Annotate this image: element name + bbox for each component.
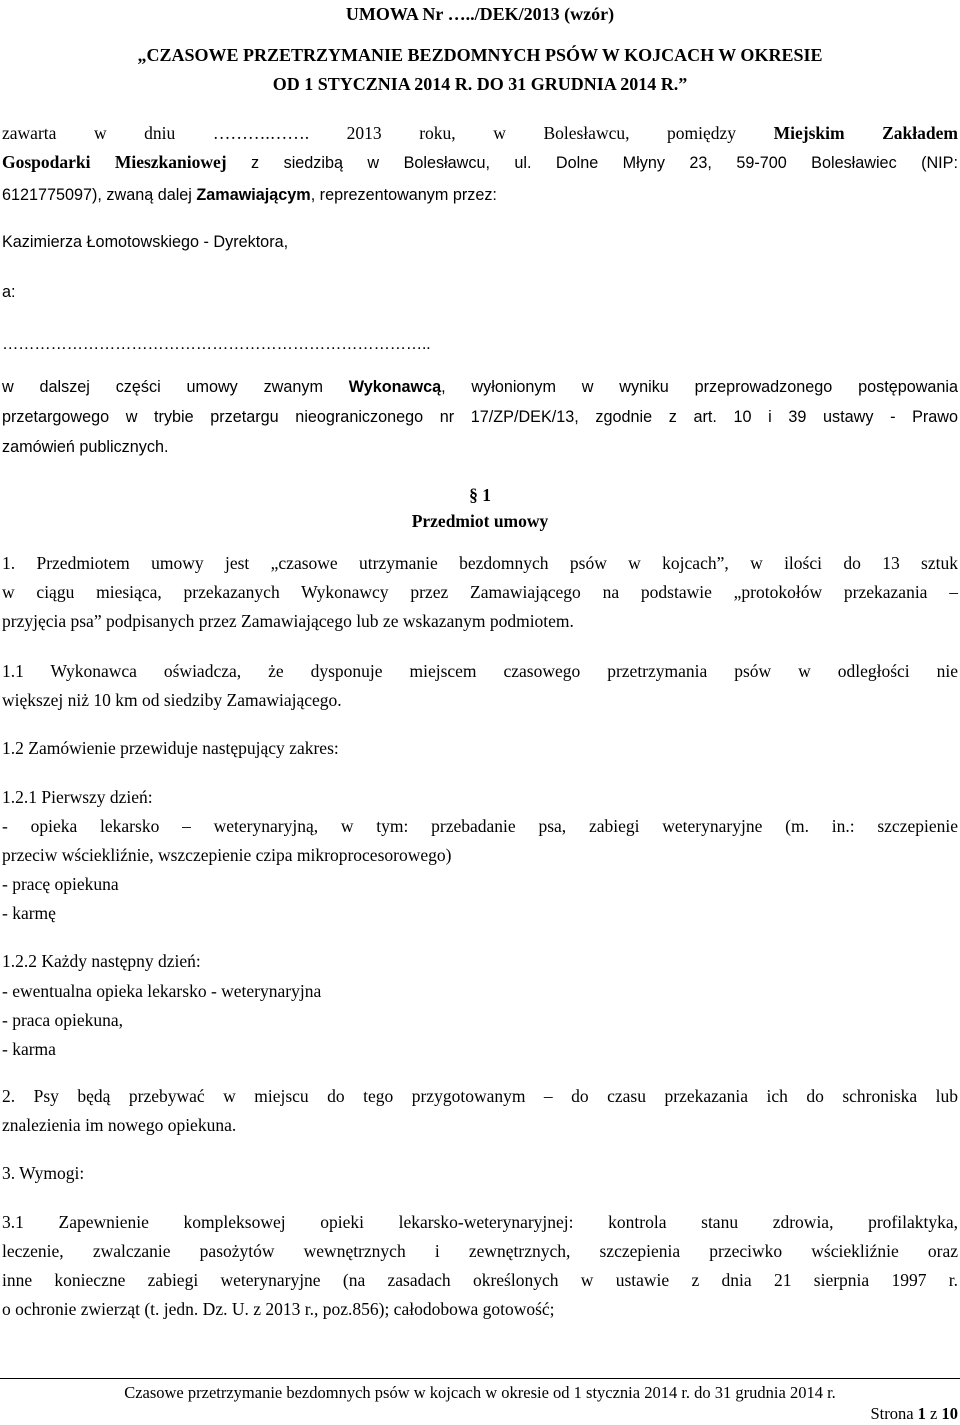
section-symbol: § 1	[469, 485, 491, 505]
document-subtitle-line2: OD 1 STYCZNIA 2014 R. DO 31 GRUDNIA 2014 R.”	[272, 74, 688, 94]
document-subtitle-line1: „CZASOWE PRZETRZYMANIE BEZDOMNYCH PSÓW W KOJCACH W OKRESIE	[137, 45, 823, 65]
parties-nip: 6121775097), zwaną dalej	[2, 186, 197, 204]
parties-text: zawarta w dniu ……….……. 2013 roku, w Bolesławcu, pomiędzy	[2, 123, 774, 143]
parties-line3	[2, 184, 958, 206]
contractor-label: Wykonawcą	[348, 378, 442, 396]
contractor-placeholder-dots: ……………………………………………………………………..	[2, 335, 431, 353]
parties-employer-name: Miejskim Zakładem	[773, 123, 958, 143]
paragraph-3-1-line1: 3.1 Zapewnienie kompleksowej opieki lekarsko-weterynaryjnej: kontrola stanu zdrowia, profilaktyka,	[2, 1212, 958, 1232]
paragraph-2-line2: znalezienia im nowego opiekuna.	[2, 1115, 237, 1135]
page-label: Strona	[870, 1404, 918, 1423]
list-item-3: - karmę	[2, 903, 56, 923]
section-heading: Przedmiot umowy	[411, 511, 549, 531]
list-item-1-line1: - opieka lekarsko – weterynaryjną, w tym: przebadanie psa, zabiegi weterynaryjne (m. in.: szczepienie	[2, 816, 958, 836]
paragraph-1-line1: 1. Przedmiotem umowy jest „czasowe utrzymanie bezdomnych psów w kojcach”, w ilości do 13 sztuk	[2, 553, 958, 573]
list-item-5: - praca opiekuna,	[2, 1010, 123, 1030]
page-total: 10	[941, 1404, 958, 1423]
paragraph-2-line1: 2. Psy będą przebywać w miejscu do tego przygotowanym – do czasu przekazania ich do schroniska lub	[2, 1086, 958, 1106]
list-item-6: - karma	[2, 1039, 56, 1059]
paragraph-1-1-line2: większej niż 10 km od siedziby Zamawiającego.	[2, 690, 342, 710]
footer-divider	[0, 1378, 960, 1379]
paragraph-3: 3. Wymogi:	[2, 1163, 85, 1183]
representative: Kazimierza Łomotowskiego - Dyrektora,	[2, 233, 289, 251]
contractor-text: w dalszej części umowy zwanym	[2, 378, 349, 396]
paragraph-1-1-line1: 1.1 Wykonawca oświadcza, że dysponuje miejscem czasowego przetrzymania psów w odległości nie	[2, 661, 958, 681]
contractor-line1	[2, 376, 958, 398]
contractor-text-cont: , wyłonionym w wyniku przeprowadzonego postępowania	[441, 378, 958, 396]
list-item-2: - pracę opiekuna	[2, 874, 119, 894]
paragraph-3-1-line2: leczenie, zwalczanie pasożytów wewnętrznych i zewnętrznych, szczepienia przeciwko wściekliźnie oraz	[2, 1241, 958, 1261]
page-separator: z	[925, 1404, 942, 1423]
parties-address: z siedzibą w Bolesławcu, ul. Dolne Młyny 23, 59-700 Bolesławiec (NIP:	[226, 154, 958, 172]
parties-line1	[2, 122, 958, 144]
document-title: UMOWA Nr …../DEK/2013 (wzór)	[345, 4, 615, 24]
contractor-line2: przetargowego w trybie przetargu nieograniczonego nr 17/ZP/DEK/13, zgodnie z art. 10 i 39 ustawy - Prawo	[2, 408, 958, 426]
paragraph-3-1-line4: o ochronie zwierząt (t. jedn. Dz. U. z 2013 r., poz.856); całodobowa gotowość;	[2, 1299, 555, 1319]
parties-represented: , reprezentowanym przez:	[310, 186, 497, 204]
parties-employer-name-cont: Gospodarki Mieszkaniowej	[2, 152, 227, 172]
parties-client-label: Zamawiającym	[196, 186, 311, 204]
paragraph-1-line3: przyjęcia psa” podpisanych przez Zamawiającego lub ze wskazanym podmiotem.	[2, 611, 574, 631]
paragraph-1-2-1-heading: 1.2.1 Pierwszy dzień:	[2, 787, 153, 807]
and-label: a:	[2, 283, 16, 301]
paragraph-3-1-line3: inne konieczne zabiegi weterynaryjne (na zasadach określonych w ustawie z dnia 21 sierpnia 1997 r.	[2, 1270, 958, 1290]
paragraph-1-2: 1.2 Zamówienie przewiduje następujący zakres:	[2, 738, 339, 758]
list-item-4: - ewentualna opieka lekarsko - weterynaryjna	[2, 981, 322, 1001]
paragraph-1-2-2-heading: 1.2.2 Każdy następny dzień:	[2, 951, 201, 971]
page-number	[870, 1403, 958, 1425]
footer-text: Czasowe przetrzymanie bezdomnych psów w kojcach w okresie od 1 stycznia 2014 r. do 31 grudnia 2014 r.	[124, 1383, 836, 1402]
parties-line2	[2, 151, 958, 174]
contractor-line3: zamówień publicznych.	[2, 438, 169, 456]
paragraph-1-line2: w ciągu miesiąca, przekazanych Wykonawcy przez Zamawiającego na podstawie „protokołów przekazania –	[2, 582, 958, 602]
page-current: 1	[917, 1404, 926, 1423]
list-item-1-line2: przeciw wściekliźnie, wszczepienie czipa mikroprocesorowego)	[2, 845, 452, 865]
